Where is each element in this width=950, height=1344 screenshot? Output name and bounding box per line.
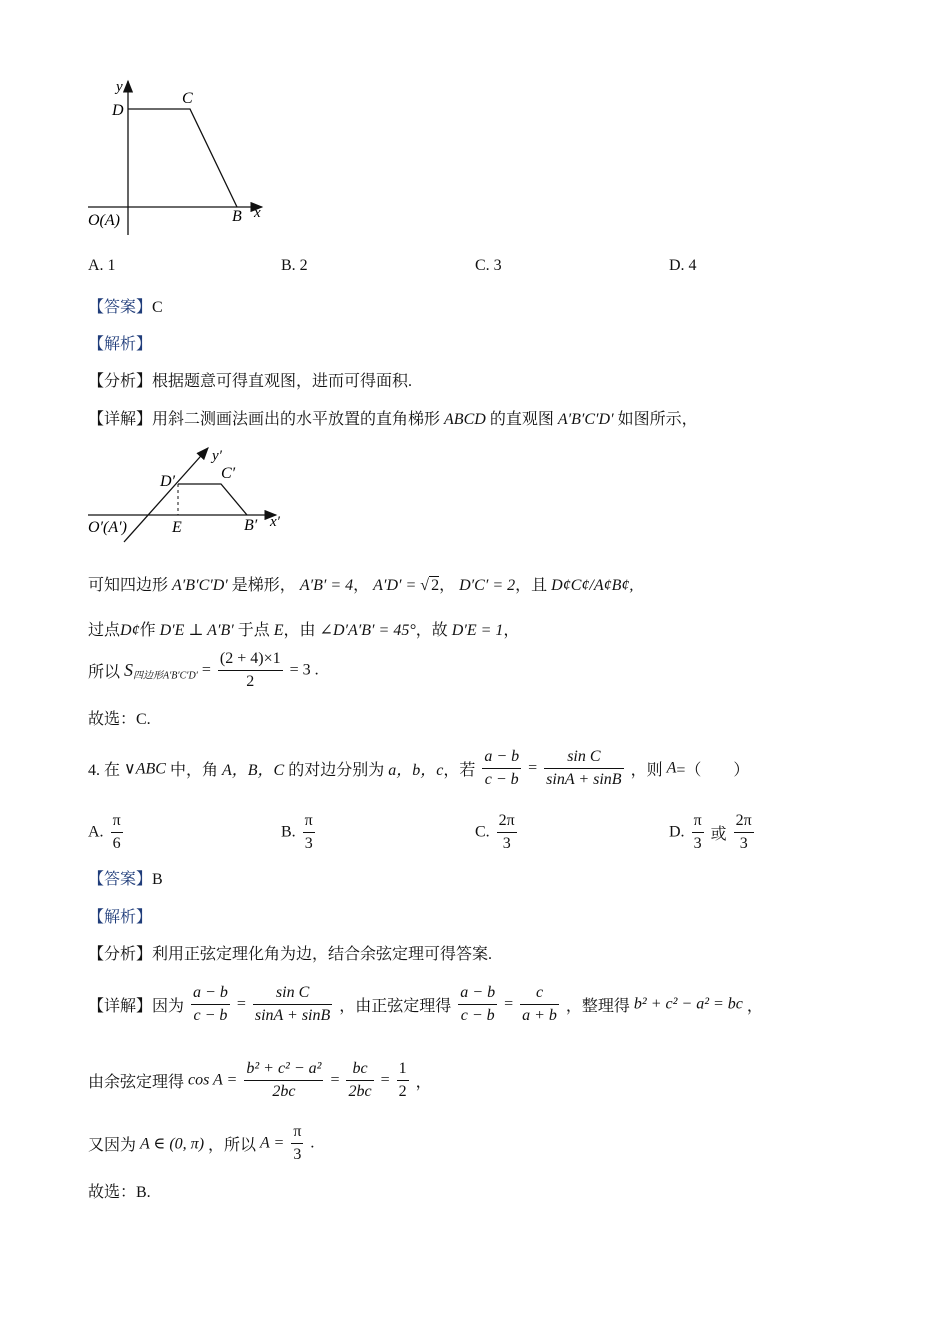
text: ，由	[283, 622, 316, 639]
math: A′D′ =	[373, 577, 417, 594]
option-fraction	[692, 810, 704, 855]
answer-value: B	[152, 871, 163, 888]
numerator: b² + c² − a²	[244, 1058, 323, 1081]
numerator: a − b	[482, 746, 521, 769]
denominator: 2	[246, 673, 255, 690]
label-D: D	[112, 102, 124, 119]
math: cos A =	[188, 1071, 238, 1089]
text: 或	[710, 826, 727, 843]
math: A =	[260, 1134, 285, 1152]
q3-line-perp	[88, 617, 519, 640]
answer-value: C	[152, 299, 163, 316]
text: =（ ）	[676, 762, 750, 779]
text: ，	[353, 577, 370, 594]
q3-line-area: 所以 $S_{四边形A'B'C'D'}$ = $\frac{(2 + 4)\times 1}{2}$ = 3 .	[88, 648, 319, 693]
q4-answer	[88, 866, 163, 889]
text: 的对边分别为	[288, 762, 385, 779]
numerator: π	[303, 810, 315, 833]
text: ，由正弦定理得	[339, 998, 452, 1015]
xj-fraction-4	[520, 982, 559, 1027]
q3-line-trapezoid	[88, 572, 633, 595]
area-subscript: 四边形A′B′C′D′	[133, 670, 198, 682]
denominator: 3	[502, 835, 511, 852]
text: ，	[503, 622, 520, 639]
option-fraction	[497, 810, 517, 855]
q4-option-b	[281, 810, 318, 855]
xj-fraction-1	[191, 982, 230, 1027]
math: D′E ⊥ A′B′	[159, 622, 234, 639]
label-C-prime: C′	[221, 465, 236, 482]
math: ∨ABC	[124, 760, 166, 778]
text: = 3 .	[289, 661, 319, 679]
numerator: bc	[346, 1058, 373, 1081]
numerator: π	[692, 810, 704, 833]
area-symbol: S	[124, 660, 134, 680]
area-fraction	[218, 648, 283, 693]
cos-fraction-3	[397, 1058, 409, 1103]
text: 4. 在	[88, 762, 121, 779]
q3-xiangjie	[88, 406, 698, 429]
xiangjie-text-e: 如图所示，	[617, 411, 698, 428]
text: ，所以	[208, 1137, 257, 1154]
numerator: a − b	[191, 982, 230, 1005]
xiangjie-prime: A′B′C′D′	[557, 411, 614, 428]
option-label: A.	[88, 823, 104, 841]
text: ，且	[515, 577, 548, 594]
sqrt-sign: √	[420, 577, 430, 594]
denominator: 2	[398, 1083, 407, 1100]
fenxi-text: 根据题意可得直观图，进而可得面积.	[152, 373, 413, 390]
label-y: y	[116, 79, 123, 95]
xiangjie-tag: 【详解】	[88, 411, 153, 428]
q4-cosine: 由余弦定理得 cos A = $\frac{\text{b² + c² − a²}}{2bc}$ = $\frac{bc}{2bc}$ = $\frac{1}{2}$ ，	[88, 1058, 432, 1103]
numerator: (2 + 4)×1	[218, 648, 283, 671]
q4-option-a	[88, 810, 126, 855]
q4-range	[88, 1121, 314, 1166]
numerator: π	[291, 1121, 303, 1144]
math: A，B，C	[221, 762, 285, 779]
math: ∠D′A′B′ = 45°	[319, 622, 416, 639]
denominator: sinA + sinB	[546, 771, 622, 788]
option-label: D.	[669, 823, 685, 841]
denominator: a + b	[522, 1007, 557, 1024]
label-D-prime: D′	[160, 473, 176, 490]
stem-fraction-2	[544, 746, 623, 791]
fenxi-text: 利用正弦定理化角为边，结合余弦定理可得答案.	[152, 946, 493, 963]
option-label: C.	[475, 823, 490, 841]
denominator: c − b	[484, 771, 519, 788]
label-E: E	[172, 519, 182, 536]
xiangjie-abcd: ABCD	[444, 411, 486, 428]
numerator: a − b	[458, 982, 497, 1005]
oblique-trapezoid	[178, 484, 247, 515]
q3-option-c: C. 3	[475, 257, 502, 274]
q4-xiangjie: 【详解】因为 $\frac{a - b}{c - b}$ = $\frac{\text{sin C}}{\sin A + \sin B}$ ，由正弦定理得 $\frac{a - b}{c - b}$ = $\frac{c}{a + b}$ ，整理得 b² + c² − a² = bc ，	[88, 982, 763, 1027]
label-O: O(A)	[88, 212, 120, 229]
label-y-prime: y′	[212, 448, 222, 464]
y-prime-axis	[124, 448, 208, 542]
q4-fenxi	[88, 941, 492, 964]
option-label: B.	[281, 823, 296, 841]
q4-guxuan: 故选：B.	[88, 1184, 151, 1201]
xiangjie-text-c: 的直观图	[489, 411, 554, 428]
label-C: C	[182, 90, 193, 107]
text: 又因为	[88, 1137, 137, 1154]
stem-fraction-1	[482, 746, 521, 791]
denominator: c − b	[193, 1007, 228, 1024]
denominator: 3	[293, 1146, 302, 1163]
denominator: 3	[693, 835, 702, 852]
xiangjie-text-a: 用斜二测画法画出的水平放置的直角梯形	[152, 411, 441, 428]
figure-trapezoid	[80, 75, 280, 245]
math: a，b，c	[388, 762, 444, 779]
label-x: x	[254, 205, 261, 221]
numerator: 1	[397, 1058, 409, 1081]
answer-tag: 【答案】	[88, 871, 153, 888]
label-B-prime: B′	[244, 517, 258, 534]
math: A	[666, 759, 677, 777]
text: ，故	[415, 622, 448, 639]
denominator: 6	[112, 835, 121, 852]
text: 中，角	[169, 762, 218, 779]
q3-option-d: D. 4	[669, 257, 697, 274]
label-B: B	[232, 208, 242, 225]
math: A ∈ (0, π)	[140, 1135, 205, 1153]
text: 所以	[88, 664, 121, 681]
text: ，	[439, 577, 456, 594]
xj-fraction-3	[458, 982, 497, 1027]
denominator: 2bc	[272, 1083, 296, 1100]
trapezoid-edges	[128, 109, 237, 207]
math: b² + c² − a² = bc	[633, 995, 743, 1013]
q3-jiexi: 【解析】	[88, 336, 153, 353]
numerator: 2π	[734, 810, 754, 833]
option-fraction	[111, 810, 123, 855]
cos-fraction-1	[244, 1058, 323, 1103]
text: ，	[746, 998, 763, 1015]
denominator: sinA + sinB	[254, 1007, 331, 1024]
numerator: 2π	[497, 810, 517, 833]
fenxi-tag: 【分析】	[88, 946, 153, 963]
math: D′C′ = 2	[459, 577, 516, 594]
denominator: 3	[739, 835, 748, 852]
denominator: 3	[304, 835, 313, 852]
answer-tag: 【答案】	[88, 299, 153, 316]
q3-fenxi	[88, 368, 412, 391]
math: A′B′C′D′	[172, 577, 228, 594]
q4-stem: 4. 在 ∨ABC 中，角 A，B，C 的对边分别为 a，b，c，若 $\frac{a - b}{c - b}$ = $\frac{\text{sin C}}{\sin A + \sin B}$ ，则 A=（ ）	[88, 746, 749, 791]
xiangjie-tag: 【详解】	[88, 998, 153, 1015]
text: 过点	[88, 622, 121, 639]
q3-guxuan: 故选：C.	[88, 711, 151, 728]
figure-oblique	[80, 440, 300, 550]
numerator: π	[111, 810, 123, 833]
text: ，整理得	[565, 998, 630, 1015]
q4-option-d	[669, 810, 757, 855]
label-O-prime: O′(A′)	[88, 519, 127, 536]
q3-answer	[88, 294, 163, 317]
math: A′B′ = 4	[299, 577, 354, 594]
xj-fraction-2	[253, 982, 332, 1027]
text: 因为	[152, 998, 185, 1015]
fenxi-tag: 【分析】	[88, 373, 153, 390]
option-fraction	[734, 810, 754, 855]
text: .	[310, 1134, 315, 1152]
numerator: sin C	[544, 746, 623, 769]
text: ，则	[630, 762, 663, 779]
math: D¢	[120, 622, 140, 639]
text: 于点	[237, 622, 270, 639]
text: 由余弦定理得	[88, 1074, 185, 1091]
cos-fraction-2	[346, 1058, 373, 1103]
numerator: sin C	[253, 982, 332, 1005]
numerator: c	[520, 982, 559, 1005]
label-x-prime: x′	[270, 514, 280, 530]
q3-option-a: A. 1	[88, 257, 116, 274]
text: ，若	[443, 762, 476, 779]
text: 作	[139, 622, 156, 639]
denominator: c − b	[460, 1007, 495, 1024]
text: ，	[415, 1074, 432, 1091]
math: D′E = 1	[451, 622, 504, 639]
range-fraction	[291, 1121, 303, 1166]
q4-option-c	[475, 810, 520, 855]
sqrt-value: 2	[431, 577, 440, 594]
math: E	[273, 622, 284, 639]
math: D¢C¢/A¢B¢,	[551, 577, 634, 594]
text: 可知四边形	[88, 577, 169, 594]
option-fraction	[303, 810, 315, 855]
text: 是梯形，	[231, 577, 296, 594]
denominator: 2bc	[348, 1083, 372, 1100]
q4-jiexi: 【解析】	[88, 909, 153, 926]
q3-option-b: B. 2	[281, 257, 308, 274]
